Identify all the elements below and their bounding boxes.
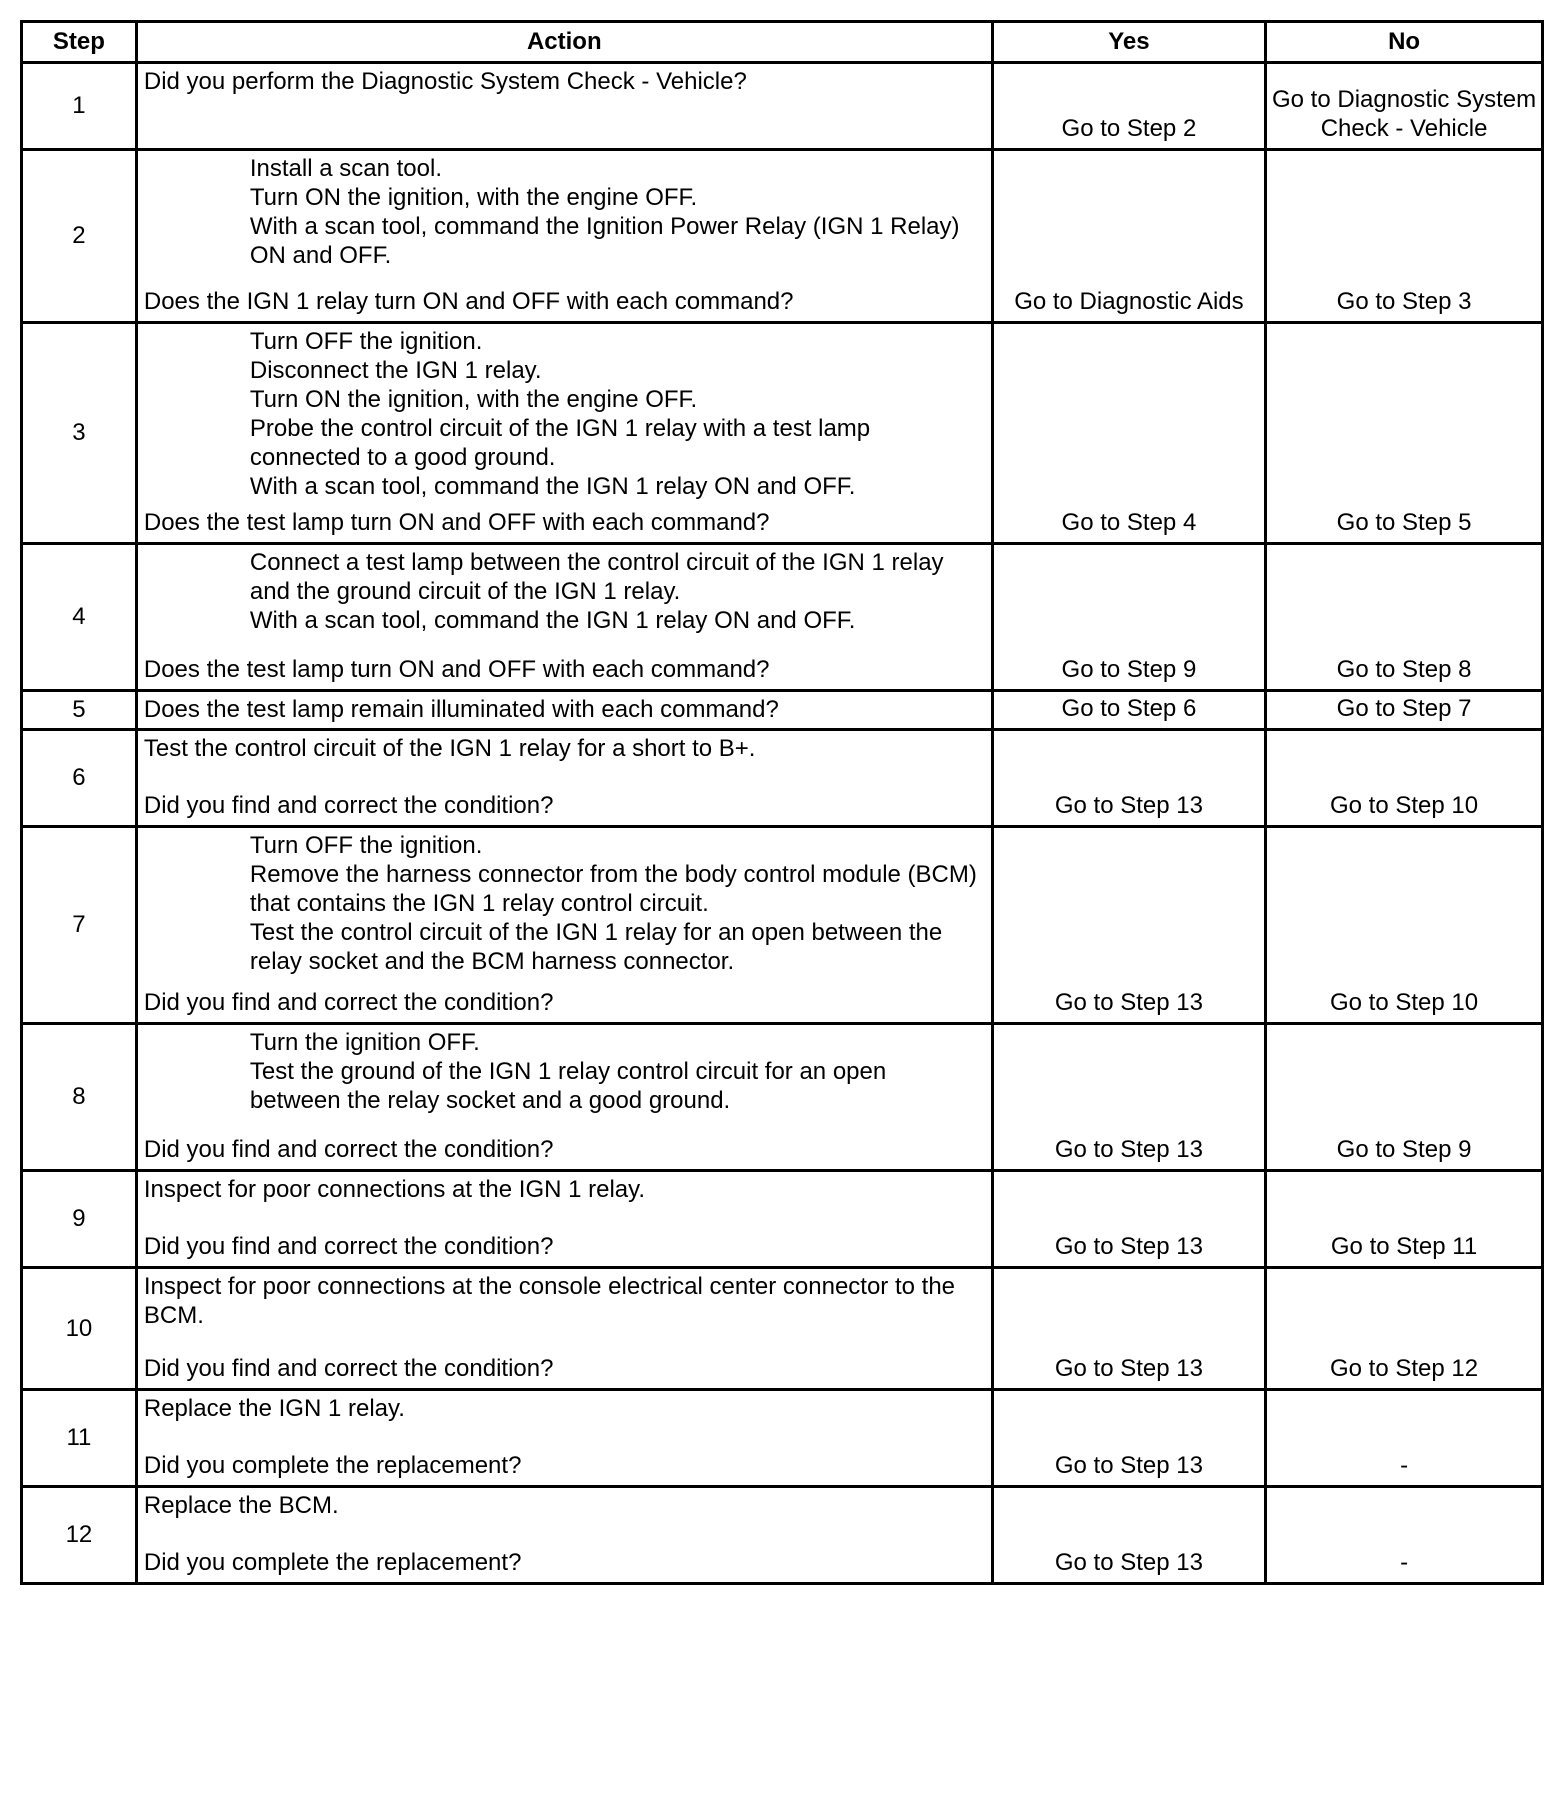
yes-outcome: Go to Step 13 [992,1487,1265,1584]
yes-outcome: Go to Step 13 [992,1390,1265,1487]
action-question: Did you find and correct the condition? [143,1355,554,1382]
action-cell [136,544,992,691]
action-instruction: With a scan tool, command the IGN 1 relay ON and OFF. [249,473,856,500]
yes-outcome: Go to Step 6 [992,691,1265,730]
step-number: 11 [22,1390,137,1487]
step-number: 1 [22,63,137,150]
action-question: Does the test lamp turn ON and OFF with each command? [143,509,770,536]
action-instruction: Turn OFF the ignition. [249,832,483,859]
action-cell [136,730,992,827]
action-cell [136,1171,992,1268]
action-question: Did you find and correct the condition? [143,792,554,819]
yes-outcome: Go to Step 13 [992,1024,1265,1171]
step-number: 10 [22,1268,137,1390]
yes-outcome: Go to Step 13 [992,730,1265,827]
no-outcome: Go to Step 10 [1266,730,1543,827]
no-outcome: - [1266,1487,1543,1584]
step-number: 12 [22,1487,137,1584]
table-body [22,63,1543,1584]
no-outcome: Go to Step 5 [1266,323,1543,544]
action-question: Did you find and correct the condition? [143,1136,554,1163]
step-number: 9 [22,1171,137,1268]
table-row [22,730,1543,827]
yes-outcome: Go to Step 2 [992,63,1265,150]
action-cell [136,691,992,730]
action-cell [136,150,992,323]
action-cell [136,63,992,150]
table-row [22,1390,1543,1487]
action-cell [136,1487,992,1584]
action-instruction: Turn ON the ignition, with the engine OFF. [249,386,698,413]
yes-outcome: Go to Step 13 [992,827,1265,1024]
action-question: Does the IGN 1 relay turn ON and OFF with each command? [143,288,794,315]
yes-outcome: Go to Step 4 [992,323,1265,544]
no-outcome: Go to Step 3 [1266,150,1543,323]
table-row [22,323,1543,544]
action-question: Did you complete the replacement? [143,1549,522,1576]
action-text: Replace the IGN 1 relay. [143,1395,405,1422]
table-row [22,691,1543,730]
yes-outcome: Go to Step 9 [992,544,1265,691]
no-outcome: Go to Step 12 [1266,1268,1543,1390]
table-header-row [22,22,1543,63]
header-yes: Yes [992,22,1265,63]
no-outcome: - [1266,1390,1543,1487]
action-cell [136,1268,992,1390]
yes-outcome: Go to Step 13 [992,1171,1265,1268]
action-instruction: Remove the harness connector from the body control module (BCM) that contains the IGN 1 relay control circuit. [249,861,977,917]
diagnostic-steps-table [20,20,1544,1585]
action-instruction: Turn ON the ignition, with the engine OFF. [249,184,698,211]
step-number: 8 [22,1024,137,1171]
action-instruction: With a scan tool, command the Ignition Power Relay (IGN 1 Relay) ON and OFF. [249,213,960,269]
step-number: 7 [22,827,137,1024]
no-outcome: Go to Step 8 [1266,544,1543,691]
table-row [22,827,1543,1024]
action-question: Does the test lamp turn ON and OFF with each command? [143,656,770,683]
table-row [22,1024,1543,1171]
action-cell [136,1390,992,1487]
action-instruction: With a scan tool, command the IGN 1 relay ON and OFF. [249,607,856,634]
table-row [22,1171,1543,1268]
no-outcome: Go to Step 7 [1266,691,1543,730]
action-instruction: Disconnect the IGN 1 relay. [249,357,542,384]
action-instruction: Probe the control circuit of the IGN 1 relay with a test lamp connected to a good ground. [249,415,871,471]
step-number: 6 [22,730,137,827]
action-text: Does the test lamp remain illuminated with each command? [143,696,779,723]
step-number: 2 [22,150,137,323]
action-cell [136,1024,992,1171]
no-outcome: Go to Diagnostic System Check - Vehicle [1266,63,1543,150]
action-text: Did you perform the Diagnostic System Check - Vehicle? [143,68,747,95]
action-instruction: Turn OFF the ignition. [249,328,483,355]
action-cell [136,827,992,1024]
step-number: 4 [22,544,137,691]
table-row [22,63,1543,150]
action-question: Did you find and correct the condition? [143,989,554,1016]
action-instruction: Connect a test lamp between the control circuit of the IGN 1 relay and the ground circuit of the IGN 1 relay. [249,549,944,605]
no-outcome: Go to Step 10 [1266,827,1543,1024]
yes-outcome: Go to Step 13 [992,1268,1265,1390]
table-row [22,1268,1543,1390]
action-instruction: Install a scan tool. [249,155,442,182]
step-number: 5 [22,691,137,730]
action-text: Inspect for poor connections at the console electrical center connector to the BCM. [143,1273,956,1329]
action-instruction: Test the ground of the IGN 1 relay control circuit for an open between the relay socket and a good ground. [249,1058,887,1114]
action-question: Did you complete the replacement? [143,1452,522,1479]
header-action: Action [136,22,992,63]
table-row [22,544,1543,691]
action-cell [136,323,992,544]
header-step: Step [22,22,137,63]
action-instruction: Test the control circuit of the IGN 1 relay for an open between the relay socket and the BCM harness connector. [249,919,943,975]
table-row [22,1487,1543,1584]
yes-outcome: Go to Diagnostic Aids [992,150,1265,323]
no-outcome: Go to Step 9 [1266,1024,1543,1171]
step-number: 3 [22,323,137,544]
no-outcome: Go to Step 11 [1266,1171,1543,1268]
action-text: Test the control circuit of the IGN 1 relay for a short to B+. [143,735,756,762]
action-text: Replace the BCM. [143,1492,339,1519]
action-question: Did you find and correct the condition? [143,1233,554,1260]
header-no: No [1266,22,1543,63]
table-row [22,150,1543,323]
action-instruction: Turn the ignition OFF. [249,1029,480,1056]
action-text: Inspect for poor connections at the IGN 1 relay. [143,1176,646,1203]
